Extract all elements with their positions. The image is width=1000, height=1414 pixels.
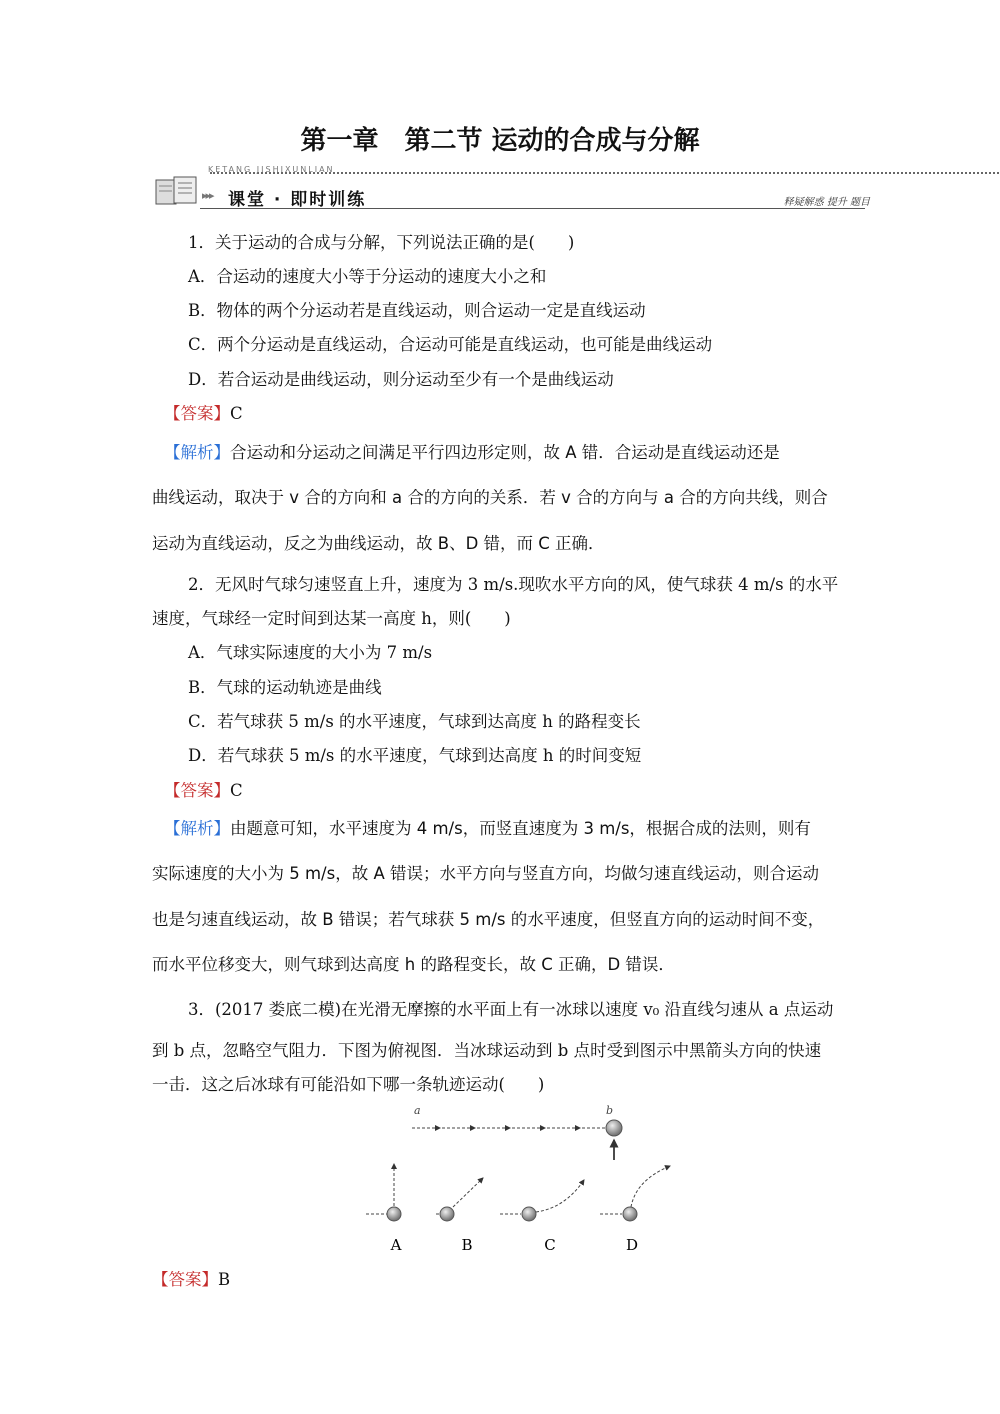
banner-label: 课堂 · 即时训练	[228, 190, 367, 210]
q2-answer-value: C	[230, 781, 243, 800]
q2-answer	[164, 777, 243, 801]
q3-stem-1: 3．(2017 娄底二模)在光滑无摩擦的水平面上有一冰球以速度 v₀ 沿直线匀速从 a 点运动	[188, 1000, 834, 1019]
q1-explain-2: 曲线运动，取决于 v 合的方向和 a 合的方向的关系．若 v 合的方向与 a 合的方向共线，则合	[152, 488, 828, 507]
q1-option-d: D．若合运动是曲线运动，则分运动至少有一个是曲线运动	[188, 370, 614, 389]
trajectory-choice-a	[366, 1164, 402, 1254]
q1-answer-value: C	[230, 404, 243, 423]
q2-option-b: B．气球的运动轨迹是曲线	[188, 678, 382, 697]
q2-explain-2: 实际速度的大小为 5 m/s，故 A 错误；水平方向与竖直方向，均做匀速直线运动，则合运动	[152, 864, 819, 883]
q1-option-b: B．物体的两个分运动若是直线运动，则合运动一定是直线运动	[188, 301, 646, 320]
explain-tag: 【解析】	[164, 819, 230, 838]
point-b-label: b	[606, 1104, 614, 1117]
banner-bottom-line	[200, 208, 865, 209]
q2-explain-1: 【解析】由题意可知，水平速度为 4 m/s，而竖直速度为 3 m/s，根据合成的法则，则有	[164, 819, 811, 838]
point-a-label: a	[414, 1104, 421, 1117]
triangle-arrows-icon: ▸▸▸	[202, 189, 213, 202]
q1-option-c: C．两个分运动是直线运动，合运动可能是直线运动，也可能是曲线运动	[188, 335, 713, 354]
q1-stem: 1．关于运动的合成与分解，下列说法正确的是( )	[188, 233, 575, 252]
explain-tag: 【解析】	[164, 443, 230, 462]
book-icon	[154, 174, 200, 208]
q2-stem-2: 速度，气球经一定时间到达某一高度 h，则( )	[152, 609, 511, 628]
q2-explain-3: 也是匀速直线运动，故 B 错误；若气球获 5 m/s 的水平速度，但竖直方向的运动时间不变，	[152, 910, 825, 929]
q1-answer	[164, 400, 243, 424]
trajectory-choice-b	[436, 1178, 483, 1254]
q2-option-c: C．若气球获 5 m/s 的水平速度，气球到达高度 h 的路程变长	[188, 712, 641, 731]
banner-right-text: 释疑解惑 提升 题目	[783, 197, 870, 208]
choice-c-label: C	[544, 1236, 556, 1254]
q1-explain-3: 运动为直线运动，反之为曲线运动，故 B、D 错，而 C 正确．	[152, 534, 605, 553]
choice-a-label: A	[390, 1236, 402, 1254]
answer-tag: 【答案】	[164, 404, 230, 423]
trajectory-choice-c	[500, 1180, 584, 1254]
trajectory-choice-d	[600, 1166, 670, 1254]
q2-option-d: D．若气球获 5 m/s 的水平速度，气球到达高度 h 的时间变短	[188, 746, 642, 765]
q2-stem-1: 2．无风时气球匀速竖直上升，速度为 3 m/s.现吹水平方向的风，使气球获 4 m/s 的水平	[188, 575, 839, 594]
q3-stem-3: 一击．这之后冰球有可能沿如下哪一条轨迹运动( )	[152, 1075, 545, 1094]
q2-explain-4: 而水平位移变大，则气球到达高度 h 的路程变长，故 C 正确，D 错误．	[152, 955, 675, 974]
page-title: 第一章 第二节 运动的合成与分解	[300, 126, 700, 156]
trajectory-figure	[340, 1098, 680, 1258]
q1-option-a: A．合运动的速度大小等于分运动的速度大小之和	[188, 267, 547, 286]
q1-explain-1: 【解析】合运动和分运动之间满足平行四边形定则，故 A 错．合运动是直线运动还是	[164, 443, 780, 462]
answer-tag: 【答案】	[152, 1270, 218, 1289]
choice-d-label: D	[625, 1236, 639, 1254]
answer-tag: 【答案】	[164, 781, 230, 800]
q3-answer	[152, 1266, 230, 1290]
q2-option-a: A．气球实际速度的大小为 7 m/s	[188, 643, 433, 662]
choice-b-label: B	[461, 1236, 473, 1254]
section-banner	[150, 165, 870, 214]
banner-pinyin: KETANG JISHIXUNLIAN	[208, 165, 335, 174]
q3-answer-value: B	[218, 1270, 231, 1289]
q3-stem-2: 到 b 点，忽略空气阻力．下图为俯视图．当冰球运动到 b 点时受到图示中黑箭头方向的快速	[152, 1041, 822, 1060]
ice-ball-b	[606, 1120, 622, 1136]
